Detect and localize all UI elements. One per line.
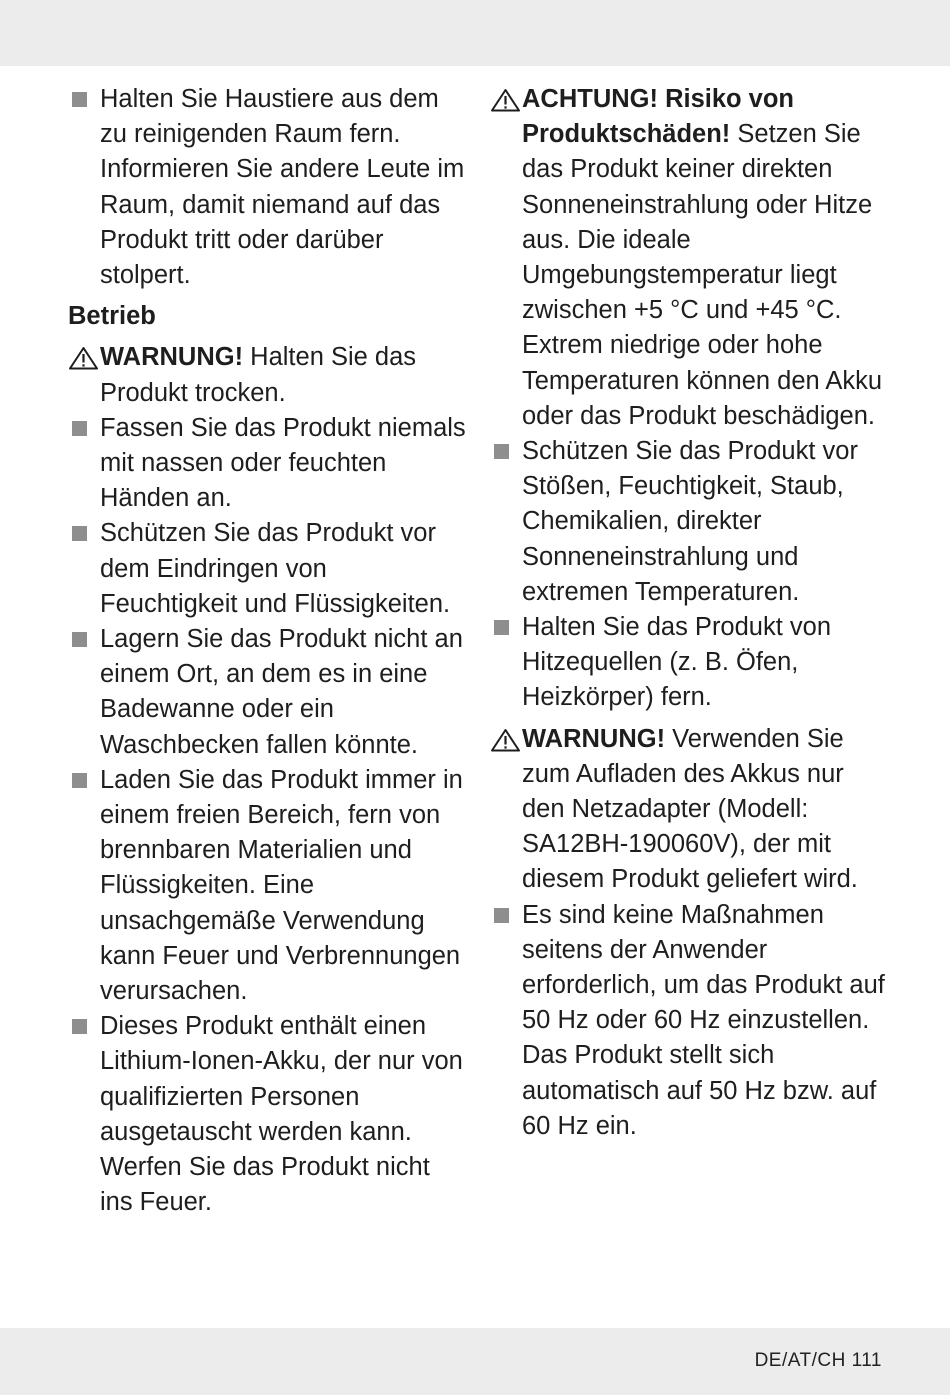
item-text: Dieses Produkt enthält einen Lithium-Ionen-Akku, der nur von qualifizierten Personen ausgetauscht werden kann. Werfen Sie das Produkt nicht ins Feuer. [100,1012,463,1217]
list-item [68,516,468,622]
item-text: Es sind keine Maßnahmen seitens der Anwender erforderlich, um das Produkt auf 50 Hz oder 60 Hz einzustellen. Das Produkt stellt sich automatisch auf 50 Hz bzw. auf 60 Hz ein. [522,900,885,1140]
square-bullet-icon [72,773,87,788]
square-bullet-icon [72,92,87,107]
square-bullet-icon [72,421,87,436]
item-text: Fassen Sie das Produkt niemals mit nassen oder feuchten Händen an. [100,413,466,513]
right-column [490,82,885,1144]
list-item [68,763,468,1009]
warning-label: WARNUNG! [522,724,666,753]
caution-block [490,82,885,434]
square-bullet-icon [494,908,509,923]
caution-label: ACHTUNG! Risiko von Produktschäden! [522,85,795,149]
warning-triangle-icon [490,728,521,752]
warning-text: Halten Sie das Produkt trocken. [100,343,417,407]
list-item [490,610,885,716]
caution-text: Setzen Sie das Produkt keiner direkten Sonneneinstrahlung oder Hitze aus. Die ideale Umgebungstemperatur liegt zwischen +5 °C und +45 °C. Extrem niedrige oder hohe Temperaturen können den Akku oder das Produkt beschädigen. [522,120,883,430]
list-item [490,898,885,1144]
left-column [68,82,468,1221]
list-item [68,622,468,763]
item-text: Lagern Sie das Produkt nicht an einem Ort, an dem es in eine Badewanne oder ein Waschbecken fallen könnte. [100,625,463,759]
list-item [68,82,468,293]
page-number: DE/AT/CH 111 [754,1350,882,1371]
item-text: Halten Sie das Produkt von Hitzequellen (z. B. Öfen, Heizkörper) fern. [522,613,832,712]
list-item [490,434,885,610]
item-text: Halten Sie Haustiere aus dem zu reinigenden Raum fern. Informieren Sie andere Leute im Raum, damit niemand auf das Produkt tritt oder darüber stolpert. [100,85,465,290]
square-bullet-icon [494,620,509,635]
square-bullet-icon [72,1019,87,1034]
warning-triangle-icon [68,346,99,370]
square-bullet-icon [494,444,509,459]
square-bullet-icon [72,632,87,647]
square-bullet-icon [72,526,87,541]
section-heading: Betrieb [68,302,156,331]
item-text: Schützen Sie das Produkt vor Stößen, Feuchtigkeit, Staub, Chemikalien, direkter Sonneneinstrahlung und extremen Temperaturen. [522,437,858,606]
item-text: Laden Sie das Produkt immer in einem freien Bereich, fern von brennbaren Materialien und Flüssigkeiten. Eine unsachgemäße Verwendung kann Feuer und Verbrennungen verursachen. [100,765,463,1006]
warning-block [490,722,885,898]
list-item [68,411,468,517]
warning-block [68,340,468,410]
warning-text: Verwenden Sie zum Aufladen des Akkus nur den Netzadapter (Modell: SA12BH-190060V), der mit diesem Produkt geliefert wird. [522,724,858,894]
warning-triangle-icon [490,88,521,112]
header-band [0,0,950,66]
warning-label: WARNUNG! [100,343,244,372]
list-item [68,1009,468,1220]
item-text: Schützen Sie das Produkt vor dem Eindringen von Feuchtigkeit und Flüssigkeiten. [100,519,451,618]
